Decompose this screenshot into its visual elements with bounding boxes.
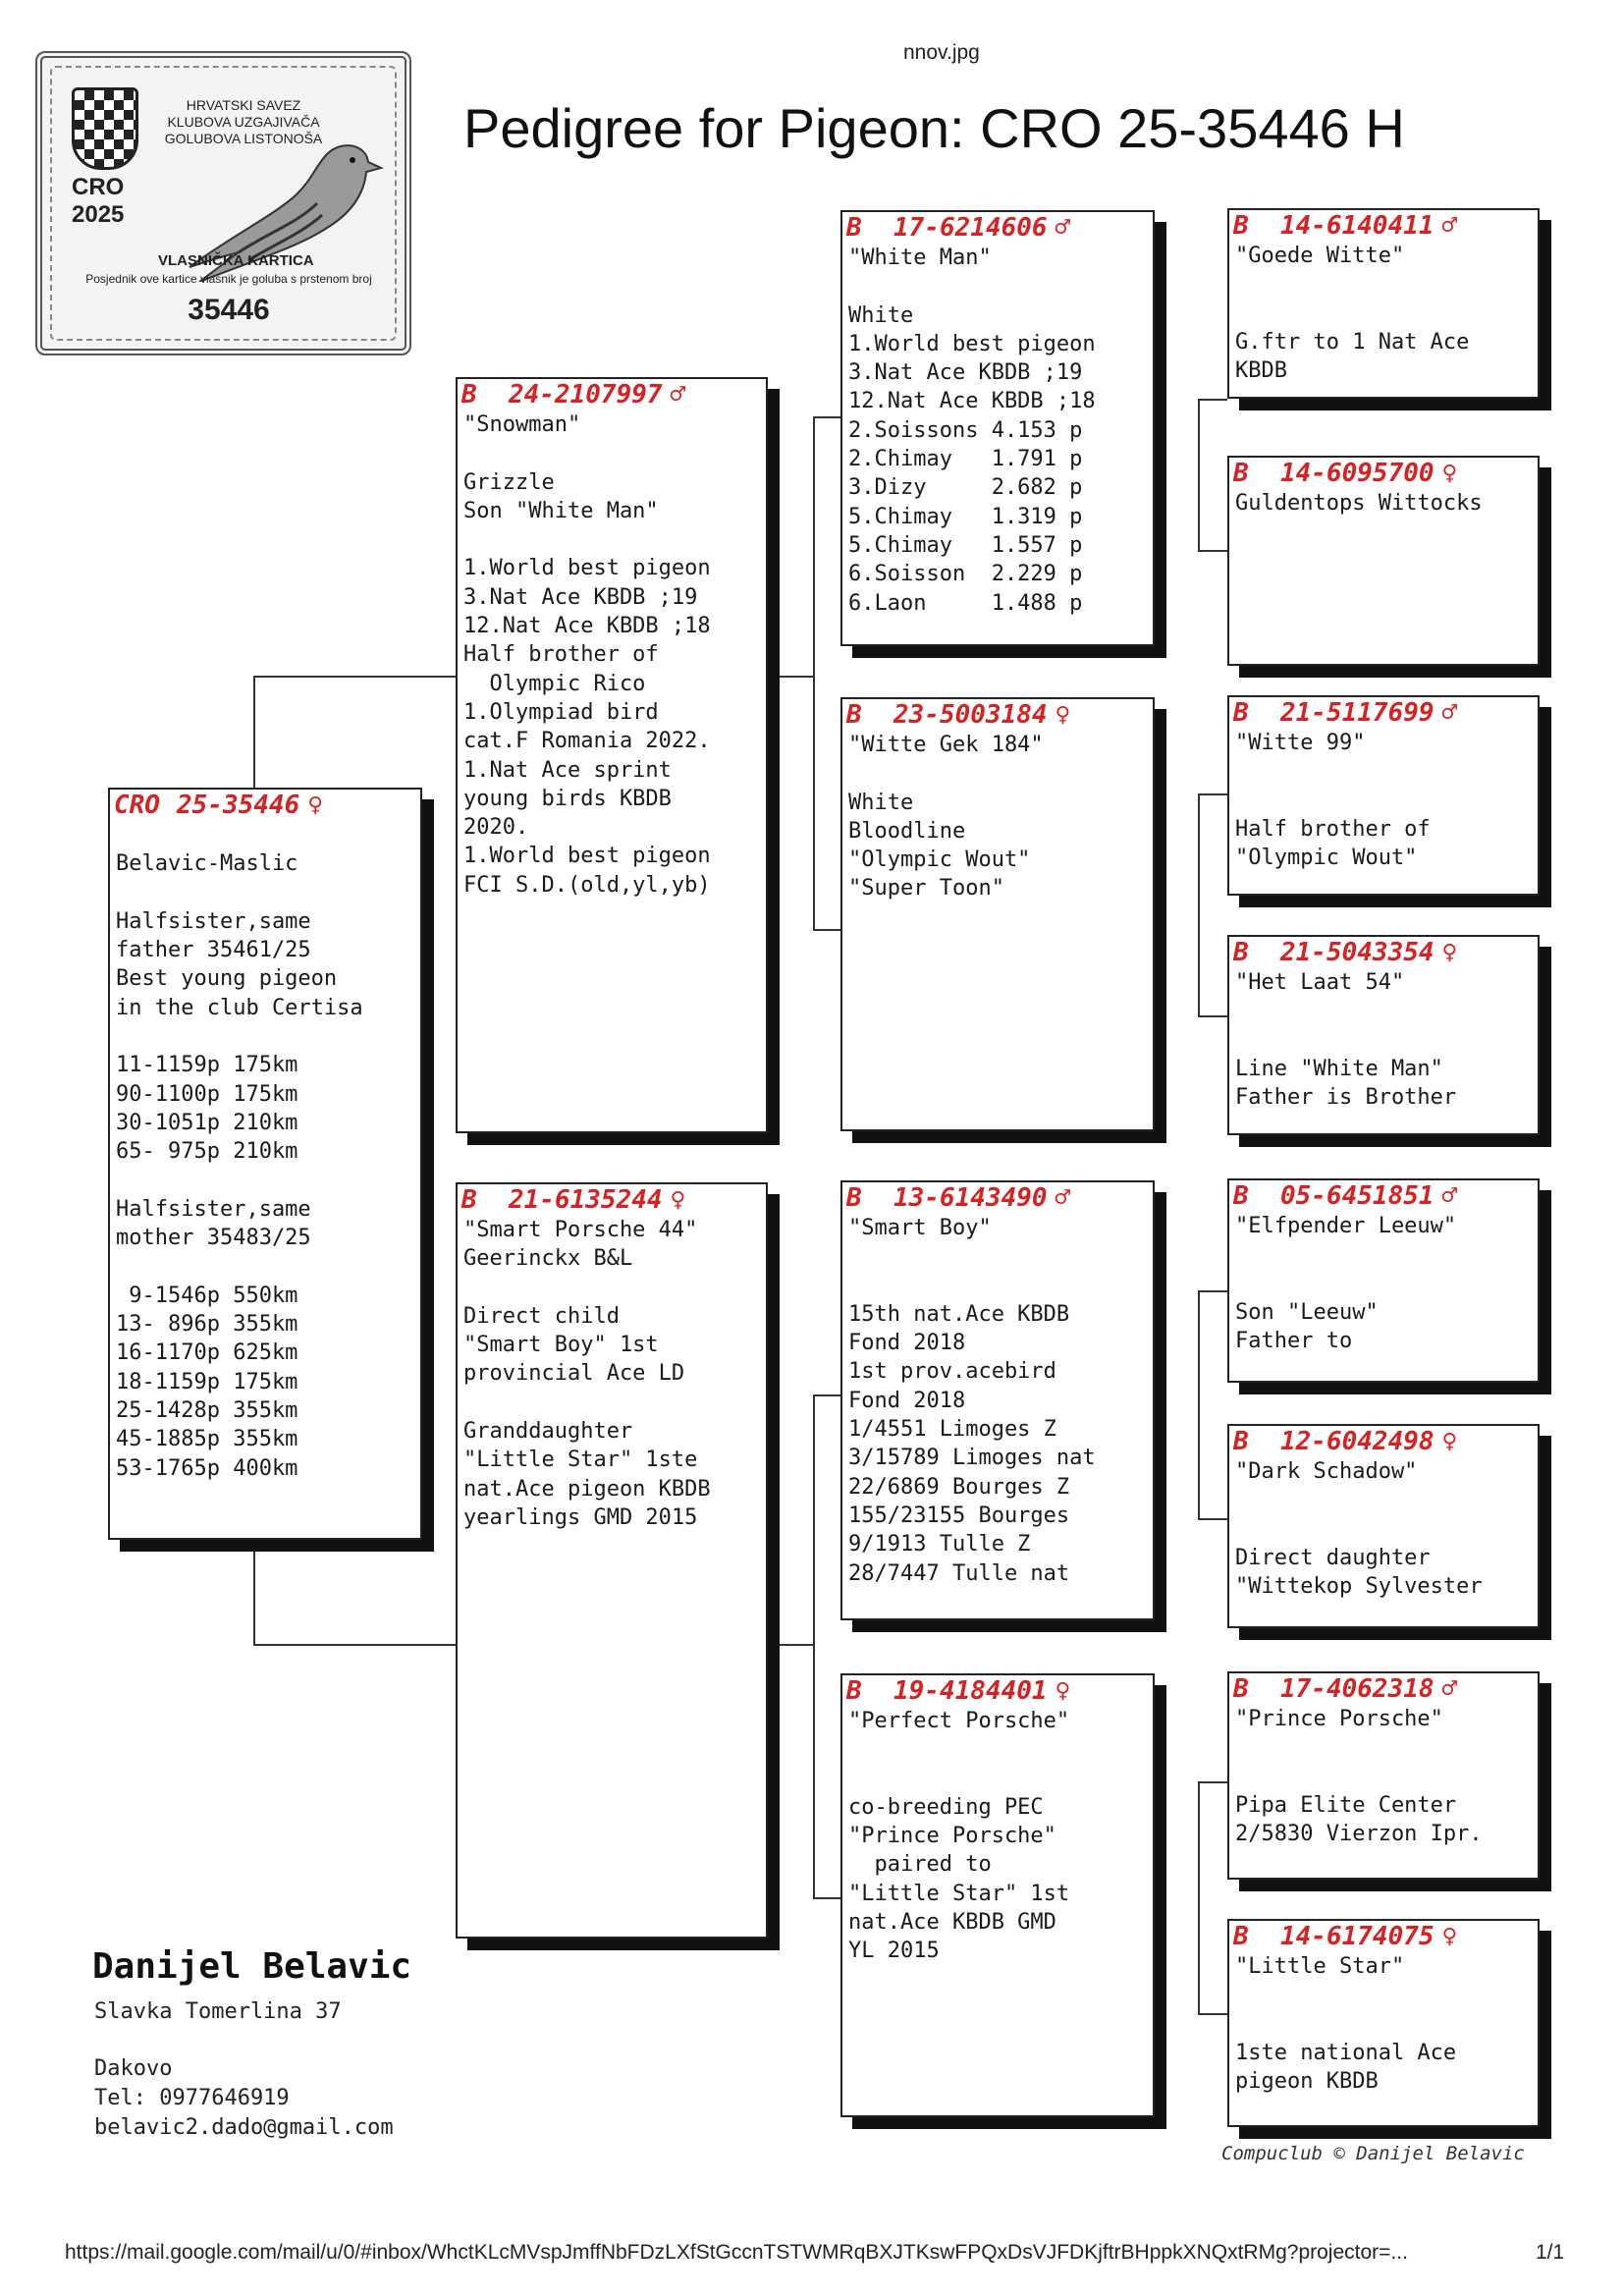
- pigeon-info-line: Belavic-Maslic: [116, 851, 298, 877]
- pigeon-info-line: [842, 1735, 1153, 1764]
- pigeon-info-line: [458, 525, 766, 554]
- pigeon-info-line: [110, 821, 420, 849]
- pigeon-info-line: 1ste national Ace: [1235, 2040, 1457, 2065]
- pigeon-info-line: 30-1051p 210km: [116, 1110, 298, 1135]
- ring-number: 19-4184401: [893, 1676, 1048, 1706]
- pigeon-info-line: FCI S.D.(old,yl,yb): [463, 872, 711, 898]
- pigeon-info-line: "Wittekop Sylvester: [1235, 1574, 1483, 1600]
- connector: [778, 676, 813, 678]
- sex-symbol-icon: ♂: [1441, 698, 1458, 728]
- connector: [813, 929, 842, 931]
- ownership-card: [35, 51, 411, 355]
- pigeon-box-dam-dam: [840, 1673, 1155, 2117]
- pigeon-info-line: young birds KBDB: [463, 786, 672, 811]
- pigeon-info-line: 2020.: [463, 815, 529, 841]
- connector: [1198, 793, 1200, 1017]
- sex-symbol-icon: ♂: [1441, 1181, 1458, 1211]
- connector: [813, 416, 842, 418]
- pigeon-info-line: "Super Toon": [848, 876, 1004, 902]
- pigeon-info-line: "Prince Porsche": [848, 1824, 1056, 1849]
- pigeon-info-line: "Het Laat 54": [1235, 970, 1405, 995]
- pigeon-info-line: [458, 1274, 766, 1302]
- ring-prefix: B: [1233, 1427, 1249, 1456]
- pigeon-info-line: 12.Nat Ace KBDB ;18: [463, 614, 711, 639]
- pigeon-info-line: Granddaughter: [463, 1419, 633, 1445]
- pigeon-info-line: Olympic Rico: [463, 671, 646, 696]
- pigeon-info-line: 2/5830 Vierzon Ipr.: [1235, 1822, 1483, 1847]
- pigeon-box-sss: [1227, 208, 1540, 399]
- connector: [253, 1644, 456, 1646]
- connector: [1198, 1781, 1227, 1783]
- pigeon-info-line: 5.Chimay 1.557 p: [848, 532, 1083, 558]
- pigeon-info-line: "Olympic Wout": [1235, 846, 1418, 871]
- pigeon-info-line: "Perfect Porsche": [848, 1709, 1070, 1733]
- pigeon-box-sdd: [1227, 935, 1540, 1135]
- pigeon-info-line: 11-1159p 175km: [116, 1053, 298, 1078]
- pigeon-info-line: [842, 272, 1153, 301]
- org-line: KLUBOVA UZGAJIVAČA: [167, 114, 320, 130]
- pigeon-box-dam-sire: [840, 1180, 1155, 1620]
- pigeon-info-line: Grizzle: [463, 469, 555, 495]
- connector: [1198, 1290, 1227, 1292]
- sex-symbol-icon: ♀: [1441, 459, 1458, 488]
- card-country: CRO: [72, 174, 125, 200]
- pigeon-info-line: 9/1913 Tulle Z: [848, 1532, 1031, 1557]
- pigeon-info-line: [1229, 1240, 1538, 1269]
- sex-symbol-icon: ♂: [1055, 213, 1071, 243]
- pigeon-info-line: Geerinckx B&L: [463, 1246, 633, 1272]
- pigeon-info-line: 13- 896p 355km: [116, 1312, 298, 1338]
- pigeon-info-line: paired to: [848, 1852, 992, 1878]
- pigeon-info-line: 1.Olympiad bird: [463, 699, 659, 725]
- pigeon-info-line: "Little Star" 1st: [848, 1881, 1070, 1906]
- pigeon-info-line: [1229, 300, 1538, 328]
- pigeon-info-line: Fond 2018: [848, 1331, 966, 1356]
- ring-number: 14-6174075: [1280, 1922, 1435, 1951]
- pigeon-header: [842, 1182, 1153, 1214]
- page-url: https://mail.google.com/mail/u/0/#inbox/WhctKLcMVspJmffNbFDzLXfStGccnTSTWMRqBXJTKswFPQxDsVJFDKjftrBHppkXNQxtRMg?projector=...: [65, 2241, 1408, 2264]
- pigeon-info-line: "Witte 99": [1235, 731, 1366, 755]
- pigeon-header: [842, 1675, 1153, 1707]
- pigeon-info-line: 3.Nat Ace KBDB ;19: [463, 584, 698, 610]
- card-note: Posjednik ove kartice vlasnik je goluba s prstenom broj: [85, 272, 372, 286]
- pigeon-info-line: "Witte Gek 184": [848, 733, 1044, 757]
- pigeon-info-line: [1229, 1981, 1538, 2009]
- sex-symbol-icon: ♀: [1441, 938, 1458, 967]
- sex-symbol-icon: ♀: [307, 791, 323, 820]
- pigeon-info-line: 45-1885p 355km: [116, 1427, 298, 1452]
- pigeon-info-line: "Smart Porsche 44": [463, 1218, 698, 1242]
- pigeon-info-line: 53-1765p 400km: [116, 1455, 298, 1481]
- pigeon-info-line: "Olympic Wout": [848, 847, 1031, 873]
- pigeon-info-line: [110, 1167, 420, 1195]
- pigeon-box-sds: [1227, 695, 1540, 896]
- pigeon-info-line: "Prince Porsche": [1235, 1707, 1443, 1731]
- ring-prefix: B: [846, 700, 862, 730]
- pigeon-info-line: [1229, 1026, 1538, 1055]
- pigeon-info-line: Son "Leeuw": [1235, 1299, 1379, 1325]
- page-number: 1/1: [1536, 2241, 1565, 2264]
- pigeon-info-line: 2.Soissons 4.153 p: [848, 417, 1083, 443]
- ring-prefix: B: [1233, 1922, 1249, 1951]
- sex-symbol-icon: ♂: [1441, 211, 1458, 241]
- pigeon-info-line: Direct child: [463, 1303, 620, 1329]
- pigeon-info-line: yearlings GMD 2015: [463, 1504, 698, 1530]
- owner-city: Dakovo: [94, 2056, 173, 2081]
- ring-prefix: B: [1233, 698, 1249, 728]
- ring-prefix: B: [1233, 938, 1249, 967]
- pigeon-header: [1229, 697, 1538, 729]
- pigeon-info-line: G.ftr to 1 Nat Ace: [1235, 329, 1470, 355]
- pigeon-header: [1229, 1426, 1538, 1457]
- pigeon-info-line: Father is Brother: [1235, 1085, 1457, 1111]
- card-ring-number: 35446: [188, 294, 270, 326]
- pigeon-box-sire-sire: [840, 210, 1155, 646]
- pigeon-header: [458, 379, 766, 410]
- ring-prefix: B: [461, 380, 477, 410]
- pigeon-info-line: co-breeding PEC: [848, 1794, 1044, 1820]
- card-label: VLASNIČKA KARTICA: [158, 252, 314, 269]
- connector: [1198, 1290, 1200, 1520]
- connector: [253, 676, 456, 678]
- pigeon-box-dss: [1227, 1178, 1540, 1383]
- pigeon-info-line: Pipa Elite Center: [1235, 1792, 1457, 1818]
- connector: [1198, 1518, 1227, 1520]
- pigeon-info-line: Father to: [1235, 1329, 1353, 1354]
- pigeon-info-line: Line "White Man": [1235, 1056, 1443, 1081]
- pigeon-info-line: [1229, 1515, 1538, 1544]
- pigeon-info-line: 1/4551 Limoges Z: [848, 1417, 1056, 1443]
- pigeon-info-line: "White Man": [848, 246, 992, 270]
- filename-label: nnov.jpg: [903, 41, 980, 64]
- pigeon-info-line: YL 2015: [848, 1939, 940, 1964]
- page-title: Pedigree for Pigeon: CRO 25-35446 H: [463, 97, 1405, 159]
- pigeon-info-line: 22/6869 Bourges Z: [848, 1474, 1070, 1500]
- connector: [1198, 399, 1200, 552]
- pigeon-header: [1229, 937, 1538, 968]
- pigeon-info-line: 16-1170p 625km: [116, 1340, 298, 1366]
- connector: [813, 1897, 842, 1899]
- software-credit: Compuclub © Danijel Belavic: [1221, 2143, 1525, 2164]
- pigeon-info-line: "Dark Schadow": [1235, 1459, 1418, 1484]
- pigeon-info-line: 155/23155 Bourges: [848, 1503, 1070, 1528]
- connector: [253, 1532, 255, 1646]
- pigeon-info-line: 15th nat.Ace KBDB: [848, 1301, 1070, 1327]
- pigeon-info-line: Best young pigeon: [116, 966, 338, 992]
- connector: [1198, 2013, 1227, 2015]
- sex-symbol-icon: ♂: [1441, 1674, 1458, 1704]
- pigeon-info-line: [842, 1272, 1153, 1300]
- pigeon-info-line: White: [848, 302, 914, 328]
- pigeon-info-line: Son "White Man": [463, 498, 659, 523]
- pigeon-info-line: pigeon KBDB: [1235, 2069, 1379, 2095]
- ring-prefix: B: [1233, 1181, 1249, 1211]
- sex-symbol-icon: ♀: [1055, 700, 1071, 730]
- pigeon-box-dsd: [1227, 1424, 1540, 1628]
- pigeon-info-line: White: [848, 790, 914, 815]
- pigeon-info-line: [110, 879, 420, 907]
- owner-street: Slavka Tomerlina 37: [94, 1999, 342, 2024]
- ring-number: 21-5043354: [1280, 938, 1435, 967]
- pigeon-info-line: [1229, 757, 1538, 786]
- sex-symbol-icon: ♀: [1441, 1427, 1458, 1456]
- pigeon-info-line: Direct daughter: [1235, 1545, 1431, 1570]
- ring-number: 14-6095700: [1280, 459, 1435, 488]
- owner-tel: Tel: 0977646919: [94, 2086, 290, 2110]
- ring-number: 25-35446: [177, 791, 300, 820]
- pigeon-info-line: [842, 759, 1153, 788]
- ring-number: 05-6451851: [1280, 1181, 1435, 1211]
- pigeon-info-line: in the club Certisa: [116, 995, 363, 1020]
- ring-number: 21-5117699: [1280, 698, 1435, 728]
- ring-prefix: B: [461, 1185, 477, 1215]
- pigeon-box-ssd: [1227, 456, 1540, 666]
- pigeon-info-line: 28/7447 Tulle nat: [848, 1560, 1070, 1586]
- pigeon-header: [458, 1184, 766, 1216]
- pigeon-box-dam: [456, 1182, 768, 1939]
- pigeon-header: [1229, 458, 1538, 489]
- pigeon-info-line: [1229, 1763, 1538, 1791]
- sex-symbol-icon: ♀: [1055, 1676, 1071, 1706]
- pigeon-info-line: "Elfpender Leeuw": [1235, 1214, 1457, 1238]
- pigeon-info-line: "Snowman": [463, 412, 581, 437]
- pigeon-header: [110, 790, 420, 821]
- connector: [1198, 793, 1227, 795]
- sex-symbol-icon: ♀: [670, 1185, 686, 1215]
- pigeon-info-line: 5.Chimay 1.319 p: [848, 504, 1083, 529]
- ring-prefix: B: [1233, 459, 1249, 488]
- pigeon-info-line: "Smart Boy": [848, 1216, 992, 1240]
- pigeon-header: [1229, 210, 1538, 242]
- ring-prefix: B: [1233, 1674, 1249, 1704]
- ring-number: 14-6140411: [1280, 211, 1435, 241]
- pigeon-info-line: [1229, 270, 1538, 299]
- connector: [1198, 1015, 1227, 1017]
- pigeon-info-line: provincial Ace LD: [463, 1361, 685, 1387]
- pigeon-info-line: 3/15789 Limoges nat: [848, 1446, 1096, 1471]
- pigeon-info-line: 6.Laon 1.488 p: [848, 590, 1083, 616]
- pigeon-info-line: [110, 1022, 420, 1051]
- pigeon-header: [842, 212, 1153, 244]
- pigeon-info-line: 6.Soisson 2.229 p: [848, 562, 1083, 587]
- connector: [253, 676, 255, 790]
- checkerboard-crest-icon: [72, 87, 138, 170]
- pigeon-info-line: [110, 1252, 420, 1281]
- org-line: GOLUBOVA LISTONOŠA: [164, 131, 323, 146]
- pigeon-info-line: [1229, 2010, 1538, 2039]
- pigeon-info-line: [842, 1765, 1153, 1793]
- pigeon-info-line: "Goede Witte": [1235, 244, 1405, 268]
- ring-prefix: B: [846, 1183, 862, 1213]
- pigeon-header: [1229, 1180, 1538, 1212]
- pigeon-info-line: Half brother of: [1235, 816, 1431, 842]
- pigeon-header: [1229, 1921, 1538, 1952]
- sex-symbol-icon: ♂: [670, 380, 686, 410]
- ring-number: 24-2107997: [509, 380, 663, 410]
- pigeon-info-line: "Little Star" 1ste: [463, 1448, 698, 1473]
- pigeon-info-line: nat.Ace KBDB GMD: [848, 1910, 1056, 1936]
- pigeon-info-line: "Little Star": [1235, 1954, 1405, 1979]
- card-year: 2025: [72, 201, 125, 228]
- pigeon-box-sire-dam: [840, 697, 1155, 1131]
- ring-prefix: CRO: [114, 791, 160, 820]
- ring-prefix: B: [846, 1676, 862, 1706]
- pigeon-box-main: [108, 788, 422, 1540]
- connector: [1198, 1781, 1200, 2015]
- pigeon-info-line: 1.World best pigeon: [463, 844, 711, 869]
- pigeon-info-line: [1229, 787, 1538, 815]
- pigeon-info-line: 18-1159p 175km: [116, 1369, 298, 1394]
- pigeon-box-sire: [456, 377, 768, 1133]
- pigeon-info-line: mother 35483/25: [116, 1226, 311, 1251]
- pigeon-box-ddd: [1227, 1919, 1540, 2127]
- pigeon-info-line: [458, 1389, 766, 1417]
- pigeon-info-line: 65- 975p 210km: [116, 1139, 298, 1165]
- pigeon-info-line: 9-1546p 550km: [116, 1283, 298, 1308]
- pigeon-info-line: Halfsister,same: [116, 1196, 311, 1222]
- pigeon-header: [842, 699, 1153, 731]
- pigeon-info-line: Fond 2018: [848, 1388, 966, 1413]
- pigeon-info-line: Guldentops Wittocks: [1235, 491, 1483, 516]
- connector: [1198, 550, 1227, 552]
- pigeon-info-line: 3.Nat Ace KBDB ;19: [848, 360, 1083, 386]
- pigeon-info-line: Halfsister,same: [116, 908, 311, 934]
- pigeon-info-line: Bloodline: [848, 818, 966, 844]
- connector: [813, 1394, 815, 1899]
- connector: [813, 1394, 842, 1396]
- pigeon-info-line: [1229, 1270, 1538, 1298]
- pigeon-box-dds: [1227, 1671, 1540, 1880]
- connector: [1198, 399, 1227, 401]
- sex-symbol-icon: ♀: [1441, 1922, 1458, 1951]
- pigeon-info-line: 1.World best pigeon: [848, 331, 1096, 356]
- connector: [778, 1644, 813, 1646]
- card-country-year: [72, 174, 124, 229]
- pigeon-info-line: father 35461/25: [116, 938, 311, 963]
- pigeon-info-line: nat.Ace pigeon KBDB: [463, 1476, 711, 1502]
- pigeon-info-line: "Smart Boy" 1st: [463, 1333, 659, 1358]
- pigeon-info-line: KBDB: [1235, 358, 1287, 384]
- pigeon-info-line: Half brother of: [463, 642, 659, 668]
- pigeon-info-line: [1229, 1733, 1538, 1762]
- pigeon-info-line: 2.Chimay 1.791 p: [848, 447, 1083, 472]
- connector: [813, 416, 815, 931]
- pigeon-info-line: 1.Nat Ace sprint: [463, 757, 672, 783]
- ring-number: 21-6135244: [509, 1185, 663, 1215]
- pigeon-info-line: 12.Nat Ace KBDB ;18: [848, 389, 1096, 414]
- pigeon-info-line: 25-1428p 355km: [116, 1397, 298, 1423]
- pigeon-info-line: 1st prov.acebird: [848, 1359, 1056, 1385]
- pigeon-info-line: 90-1100p 175km: [116, 1081, 298, 1107]
- ring-prefix: B: [1233, 211, 1249, 241]
- ring-number: 13-6143490: [893, 1183, 1048, 1213]
- ring-prefix: B: [846, 213, 862, 243]
- pigeon-info-line: 3.Dizy 2.682 p: [848, 475, 1083, 501]
- sex-symbol-icon: ♂: [1055, 1183, 1071, 1213]
- pigeon-info-line: cat.F Romania 2022.: [463, 729, 711, 754]
- pigeon-info-line: [1229, 997, 1538, 1025]
- pigeon-info-line: [458, 439, 766, 467]
- ring-number: 12-6042498: [1280, 1427, 1435, 1456]
- owner-name: Danijel Belavic: [92, 1946, 412, 1987]
- pigeon-info-line: [842, 1242, 1153, 1271]
- pigeon-header: [1229, 1673, 1538, 1705]
- ring-number: 23-5003184: [893, 700, 1048, 730]
- pigeon-info-line: 1.World best pigeon: [463, 556, 711, 581]
- ring-number: 17-4062318: [1280, 1674, 1435, 1704]
- ring-number: 17-6214606: [893, 213, 1048, 243]
- org-line: HRVATSKI SAVEZ: [186, 97, 301, 113]
- owner-email: belavic2.dado@gmail.com: [94, 2115, 394, 2140]
- pigeon-info-line: [1229, 1486, 1538, 1514]
